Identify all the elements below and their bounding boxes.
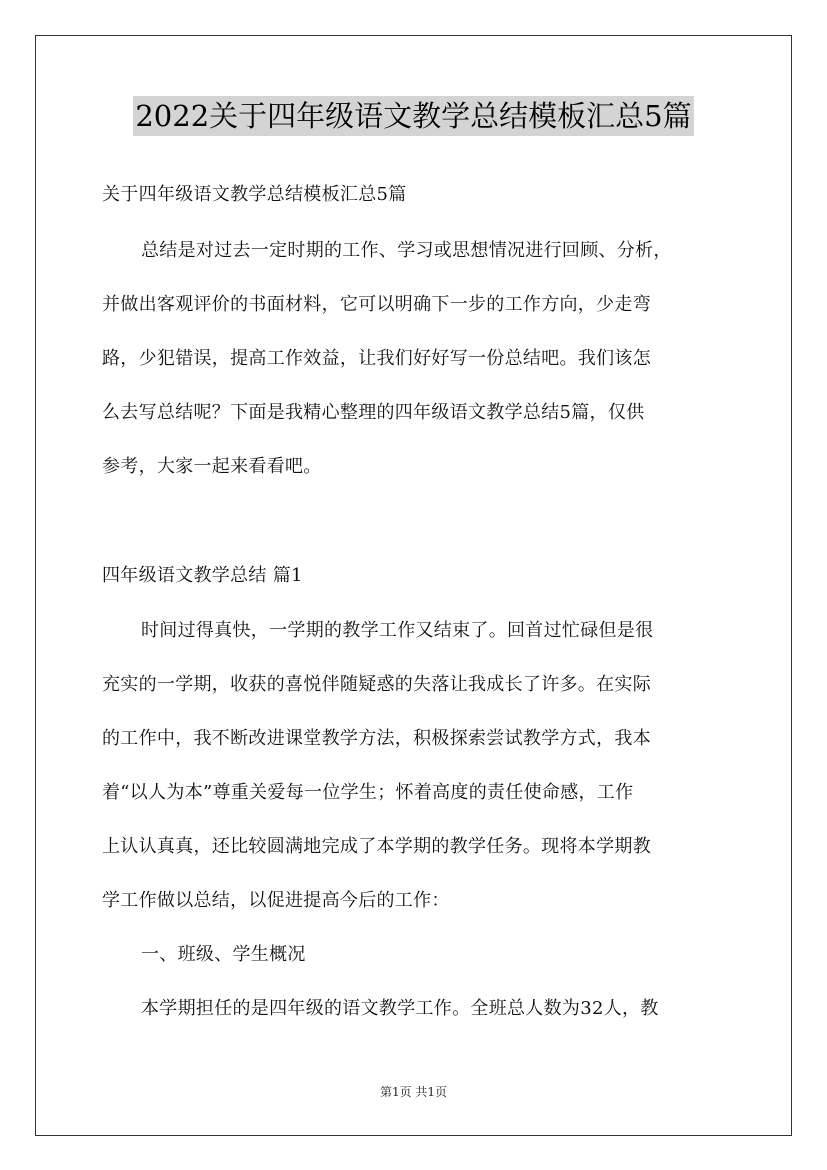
- intro-line: 路，少犯错误，提高工作效益，让我们好好写一份总结吧。我们该怎: [102, 348, 651, 369]
- page-number: 第1页 共1页: [379, 1085, 448, 1099]
- body-line: 本学期担任的是四年级的语文教学工作。全班总人数为32人，教: [141, 998, 659, 1019]
- section-line: 着“以人为本”尊重关爱每一位学生；怀着高度的责任使命感，工作: [102, 782, 634, 803]
- sub-heading: 一、班级、学生概况: [141, 944, 306, 965]
- section-line: 充实的一学期，收获的喜悦伴随疑惑的失落让我成长了许多。在实际: [102, 674, 651, 695]
- section-line: 的工作中，我不断改进课堂教学方法，积极探索尝试教学方式，我本: [102, 728, 651, 749]
- document-subtitle: 关于四年级语文教学总结模板汇总5篇: [102, 184, 407, 205]
- intro-line: 么去写总结呢？下面是我精心整理的四年级语文教学总结5篇，仅供: [102, 402, 645, 423]
- section-line: 上认认真真，还比较圆满地完成了本学期的教学任务。现将本学期教: [102, 836, 651, 857]
- intro-line: 参考，大家一起来看看吧。: [102, 456, 322, 477]
- title-container: [0, 96, 827, 136]
- section-line: 时间过得真快，一学期的教学工作又结束了。回首过忙碌但是很: [141, 620, 654, 641]
- intro-line: 总结是对过去一定时期的工作、学习或思想情况进行回顾、分析，: [141, 240, 672, 261]
- document-title: 2022关于四年级语文教学总结模板汇总5篇: [133, 96, 693, 136]
- intro-line: 并做出客观评价的书面材料，它可以明确下一步的工作方向，少走弯: [102, 294, 651, 315]
- section-line: 学工作做以总结，以促进提高今后的工作：: [102, 890, 450, 911]
- section-heading: 四年级语文教学总结 篇1: [102, 565, 303, 586]
